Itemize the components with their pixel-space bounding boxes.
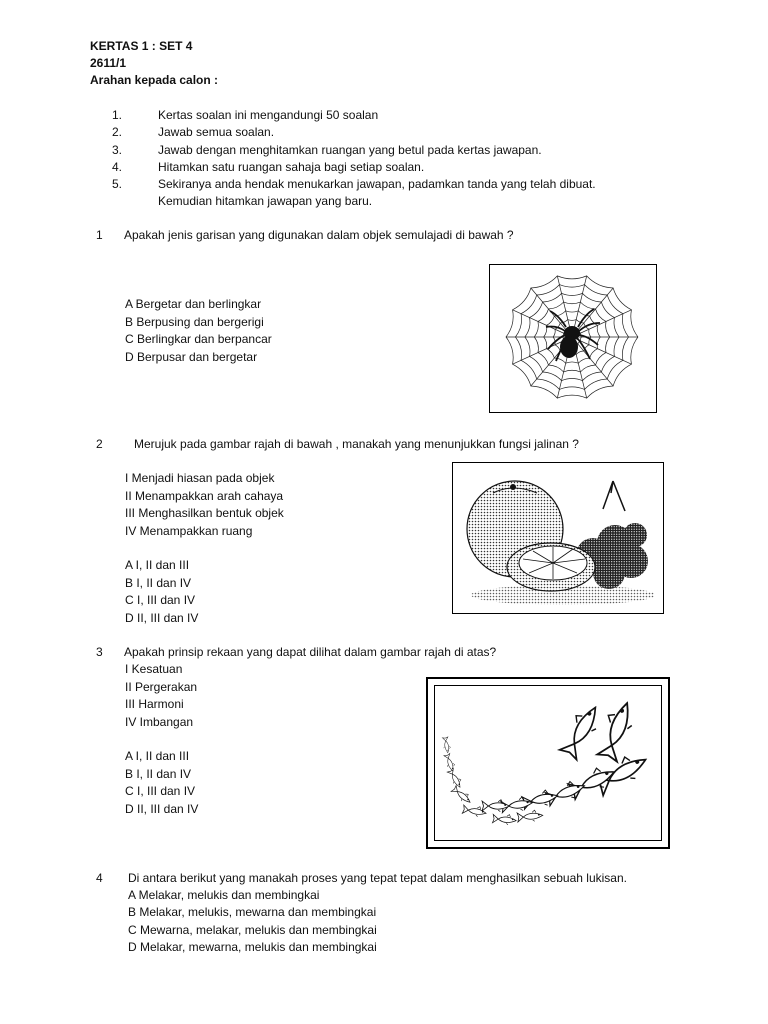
answer-option: D II, III dan IV xyxy=(125,611,199,625)
answer-option: D Melakar, mewarna, melukis dan membingkai xyxy=(128,940,377,954)
question-number: 4 xyxy=(96,871,103,885)
instruction-text: Sekiranya anda hendak menukarkan jawapan, padamkan tanda yang telah dibuat. xyxy=(158,177,596,191)
instruction-number: 1. xyxy=(112,108,123,122)
answer-option: C I, III dan IV xyxy=(125,784,196,798)
answer-option: B I, II dan IV xyxy=(125,576,192,590)
answer-option: A I, II dan III xyxy=(125,558,190,572)
fish-school-drawing xyxy=(435,686,661,840)
question-number: 1 xyxy=(96,228,103,242)
answer-option: C Mewarna, melakar, melukis dan membingkai xyxy=(128,923,377,937)
statement: IV Imbangan xyxy=(125,715,194,729)
statement: II Menampakkan arah cahaya xyxy=(125,489,284,503)
fish-image xyxy=(426,677,670,849)
answer-option: B Melakar, melukis, mewarna dan membingkai xyxy=(128,905,377,919)
statement: I Menjadi hiasan pada objek xyxy=(125,471,275,485)
answer-option: C Berlingkar dan berpancar xyxy=(125,332,272,346)
question-text: Di antara berikut yang manakah proses yang tepat tepat dalam menghasilkan sebuah lukisan. xyxy=(128,871,627,885)
instruction-text: Kemudian hitamkan jawapan yang baru. xyxy=(158,194,373,208)
instruction-number: 2. xyxy=(112,125,123,139)
answer-option: C I, III dan IV xyxy=(125,593,196,607)
question-number: 2 xyxy=(96,437,103,451)
spider-web-drawing xyxy=(490,265,656,412)
instruction-text: Jawab dengan menghitamkan ruangan yang betul pada kertas jawapan. xyxy=(158,143,542,157)
statement: III Menghasilkan bentuk objek xyxy=(125,506,284,520)
fruit-drawing xyxy=(453,463,663,613)
fruit-image xyxy=(452,462,664,614)
answer-option: B I, II dan IV xyxy=(125,767,192,781)
statement: II Pergerakan xyxy=(125,680,198,694)
spider-web-image xyxy=(489,264,657,413)
instruction-number: 5. xyxy=(112,177,123,191)
instruction-text: Jawab semua soalan. xyxy=(158,125,275,139)
statement: IV Menampakkan ruang xyxy=(125,524,253,538)
question-text: Merujuk pada gambar rajah di bawah , manakah yang menunjukkan fungsi jalinan ? xyxy=(134,437,579,451)
statement: III Harmoni xyxy=(125,697,184,711)
instruction-text: Kertas soalan ini mengandungi 50 soalan xyxy=(158,108,379,122)
instruction-number: 3. xyxy=(112,143,123,157)
question-number: 3 xyxy=(96,645,103,659)
answer-option: A Bergetar dan berlingkar xyxy=(125,297,262,311)
question-text: Apakah jenis garisan yang digunakan dalam objek semulajadi di bawah ? xyxy=(124,228,514,242)
answer-option: B Berpusing dan bergerigi xyxy=(125,315,264,329)
answer-option: A Melakar, melukis dan membingkai xyxy=(128,888,320,902)
answer-option: D II, III dan IV xyxy=(125,802,199,816)
answer-option: D Berpusar dan bergetar xyxy=(125,350,258,364)
instructions-title: Arahan kepada calon : xyxy=(90,73,219,87)
statement: I Kesatuan xyxy=(125,662,183,676)
question-text: Apakah prinsip rekaan yang dapat dilihat dalam gambar rajah di atas? xyxy=(124,645,497,659)
answer-option: A I, II dan III xyxy=(125,749,190,763)
instruction-number: 4. xyxy=(112,160,123,174)
instruction-text: Hitamkan satu ruangan sahaja bagi setiap soalan. xyxy=(158,160,425,174)
paper-code: 2611/1 xyxy=(90,56,127,70)
paper-title: KERTAS 1 : SET 4 xyxy=(90,39,193,53)
